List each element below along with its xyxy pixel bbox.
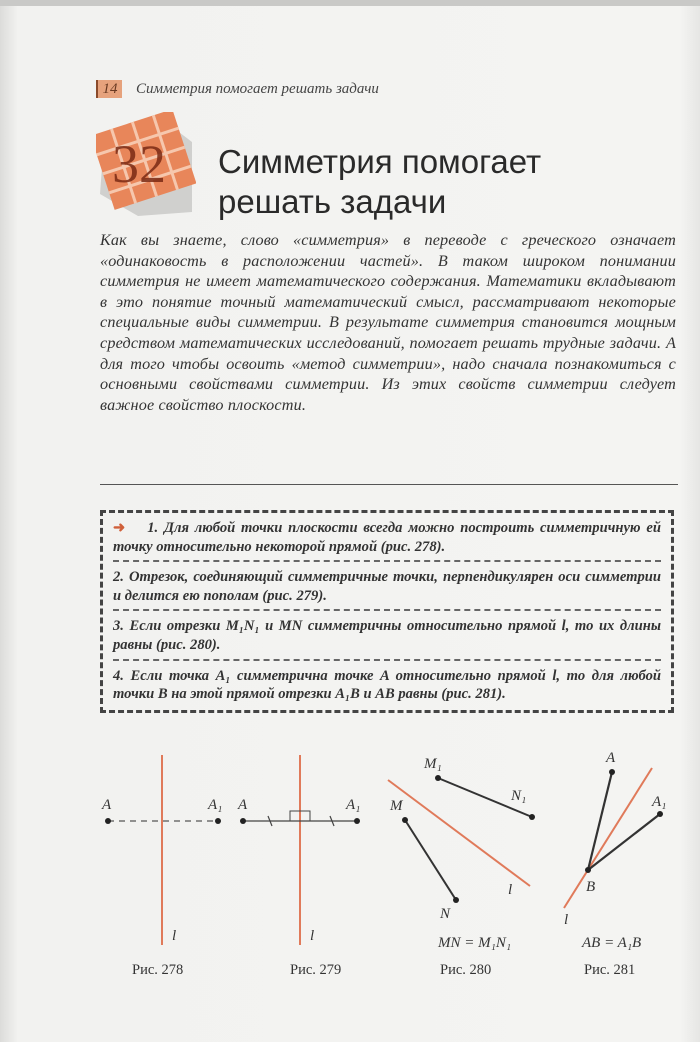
section-divider (100, 484, 678, 485)
fig278-label-l: l (172, 928, 177, 944)
fig278-point-a (105, 818, 111, 824)
fig281-label-l: l (564, 912, 569, 928)
figure-279 (237, 755, 360, 945)
fig280-label-l: l (508, 882, 513, 898)
property-text-2: 2. Отрезок, соединяющий симметричные точки, перпендикулярен оси симметрии и делится ею пополам (рис. 279). (113, 569, 661, 604)
figures-row (0, 740, 700, 1040)
fig281-caption: Рис. 281 (584, 962, 636, 978)
properties-box (100, 510, 674, 713)
fig280-label-m: M (390, 798, 403, 814)
page-number: 14 (96, 80, 122, 98)
figure-281 (564, 750, 666, 951)
fig279-label-a1: A₁ (346, 797, 361, 813)
fig279-point-a1 (354, 818, 360, 824)
fig279-label-l: l (310, 928, 315, 944)
figure-280 (388, 756, 535, 951)
fig280-label-m1: M₁ (424, 756, 442, 772)
fig278-label-a1: A₁ (208, 797, 223, 813)
property-text-4: 4. Если точка A₁ симметрична точке A относительно прямой l, то для любой точки B на этой прямой отрезки A₁B и AB равны (рис. 281). (113, 667, 661, 703)
property-item-2 (113, 568, 661, 611)
fig279-label-a: A (238, 797, 248, 813)
figures-drawing (0, 740, 700, 1040)
fig281-label-a1: A₁ (652, 794, 667, 810)
page-top-edge (0, 0, 700, 6)
fig278-label-a: A (102, 797, 112, 813)
fig280-equation: MN = M₁N₁ (438, 935, 512, 951)
chapter-title (218, 142, 638, 222)
running-header (96, 78, 379, 100)
fig279-point-a (240, 818, 246, 824)
fig281-label-b: B (586, 879, 596, 895)
fig280-caption: Рис. 280 (440, 962, 492, 978)
chapter-title-line1: Симметрия помогает (218, 143, 542, 180)
fig279-caption: Рис. 279 (290, 962, 342, 978)
fig278-caption: Рис. 278 (132, 962, 184, 978)
property-item-1 (113, 519, 661, 562)
chapter-number-badge (96, 112, 196, 216)
chapter-number: 32 (112, 134, 166, 194)
fig278-point-a1 (215, 818, 221, 824)
fig281-equation: AB = A₁B (582, 935, 642, 951)
figure-278 (101, 755, 222, 945)
intro-paragraph: Как вы знаете, слово «симметрия» в переводе с греческого означает «одинаковость в расположении частей». В таком широком понимании симметрия не имеет математического содержания. Математики вкладывают в это понятие точный математический смысл, рассматривают некоторые специальные виды симметрии. В результате симметрия становится мощным средством математических исследований, помогает решать трудные задачи. А для того чтобы освоить «метод симметрии», надо сначала познакомиться с основными свойствами симметрии. Из этих свойств симметрии следует важное свойство плоскости. (100, 231, 676, 414)
chapter-title-line2: решать задачи (218, 183, 447, 220)
fig280-axis-line (388, 780, 530, 886)
running-title: Симметрия помогает решать задачи (136, 80, 379, 97)
arrow-icon: ➜ (113, 520, 126, 536)
property-item-3 (113, 617, 661, 660)
property-item-4 (113, 667, 661, 704)
fig281-label-a: A (606, 750, 616, 766)
fig280-segment-mn (405, 820, 456, 900)
property-text-1: 1. Для любой точки плоскости всегда можно построить симметричную ей точку относительно некоторой прямой (рис. 278). (113, 520, 661, 555)
fig280-label-n1: N₁ (511, 788, 527, 804)
property-text-3: 3. Если отрезки M₁N₁ и MN симметричны относительно прямой l, то их длины равны (рис. 280). (113, 618, 661, 653)
fig280-label-n: N (440, 906, 451, 922)
